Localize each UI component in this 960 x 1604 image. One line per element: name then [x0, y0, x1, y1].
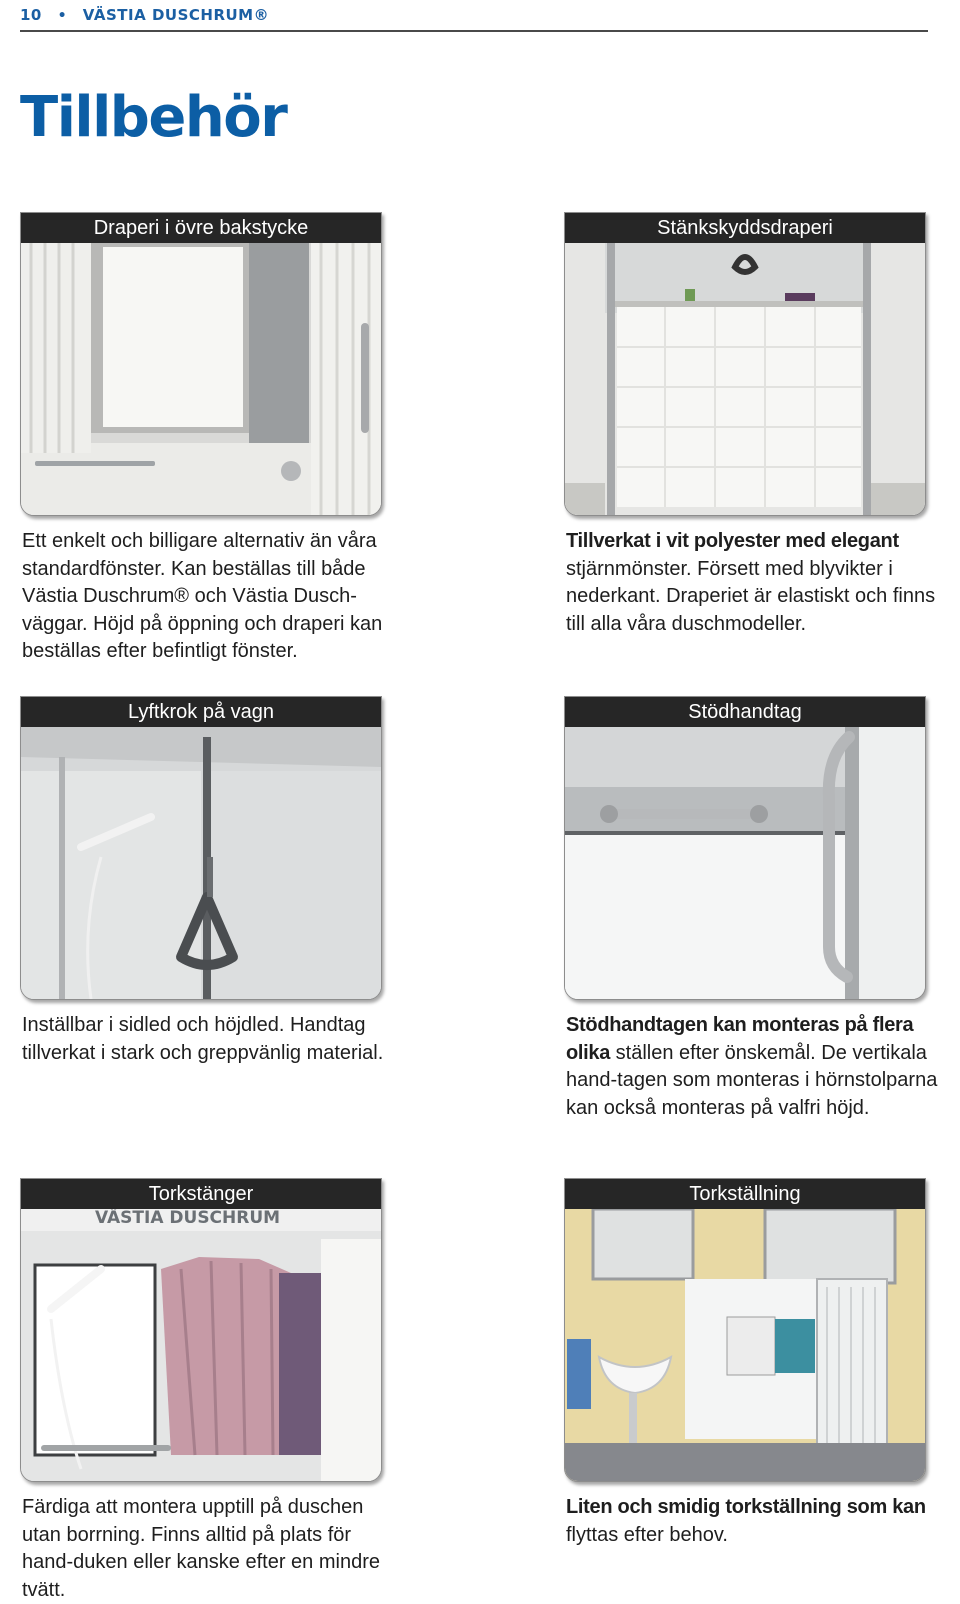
- page-title: Tillbehör: [20, 85, 287, 150]
- header-bullet: •: [57, 8, 68, 24]
- lift-hook-illustration: [21, 727, 381, 999]
- accessory-photo: [20, 1178, 382, 1482]
- accessory-title: Lyftkrok på vagn: [21, 697, 381, 727]
- accessory-photo: [564, 1178, 926, 1482]
- grab-bars-illustration: [565, 727, 925, 999]
- accessory-photo: [564, 212, 926, 516]
- description-text: ställen efter önskemål. De vertikala hand-tagen som monteras i hörnstolparna kan också monteras på valfri höjd.: [566, 1041, 938, 1119]
- accessory-title: Draperi i övre bakstycke: [21, 213, 381, 243]
- accessory-description: [22, 528, 394, 666]
- header-brand: VÄSTIA DUSCHRUM®: [82, 6, 270, 24]
- description-text: stjärnmönster. Försett med blyvikter i nederkant. Draperiet är elastiskt och finns till alla våra duschmodeller.: [566, 557, 936, 635]
- splash-curtain-illustration: [565, 243, 925, 515]
- description-text: Inställbar i sidled och höjdled. Handtag tillverkat i stark och greppvänlig material.: [22, 1014, 384, 1064]
- accessory-description: [566, 1012, 938, 1122]
- accessory-title: Stänkskyddsdraperi: [565, 213, 925, 243]
- accessory-description: [566, 528, 938, 638]
- accessory-card-drapery-back: [20, 212, 382, 666]
- accessory-title: Torkställning: [565, 1179, 925, 1209]
- rail-sign-text: VÄSTIA DUSCHRUM: [95, 1209, 281, 1228]
- accessory-title: Torkstänger: [21, 1179, 381, 1209]
- page-number: 10: [20, 6, 42, 24]
- accessory-card-drying-rails: [20, 1178, 382, 1604]
- drying-rails-illustration: [21, 1209, 381, 1481]
- accessory-card-grab-bars: [564, 696, 938, 1122]
- accessory-photo: [20, 696, 382, 1000]
- accessory-card-lift-hook: [20, 696, 382, 1067]
- drying-rack-illustration: [565, 1209, 925, 1481]
- description-text: Ett enkelt och billigare alternativ än våra standardfönster. Kan beställas till både Västia Duschrum® och Västia Dusch-väggar. Höjd på öppning och draperi kan beställas efter befintligt fönster.: [22, 530, 383, 662]
- description-lead: Stödhandtagen kan monteras på flera olika: [566, 1014, 914, 1064]
- accessory-card-splash-curtain: [564, 212, 936, 638]
- description-text: flyttas efter behov.: [566, 1523, 728, 1546]
- accessory-description: [22, 1012, 394, 1067]
- description-lead: Liten och smidig torkställning som kan: [566, 1496, 926, 1518]
- accessory-card-drying-rack: [564, 1178, 926, 1549]
- drapery-back-illustration: [21, 243, 381, 515]
- accessory-photo: [20, 212, 382, 516]
- accessory-title: Stödhandtag: [565, 697, 925, 727]
- page-header: [20, 4, 928, 32]
- accessory-photo: [564, 696, 926, 1000]
- description-text: Färdiga att montera upptill på duschen utan borrning. Finns alltid på plats för hand-duken eller kanske efter en mindre tvätt.: [22, 1496, 380, 1601]
- accessory-description: [566, 1494, 938, 1549]
- description-lead: Tillverkat i vit polyester med elegant: [566, 530, 899, 552]
